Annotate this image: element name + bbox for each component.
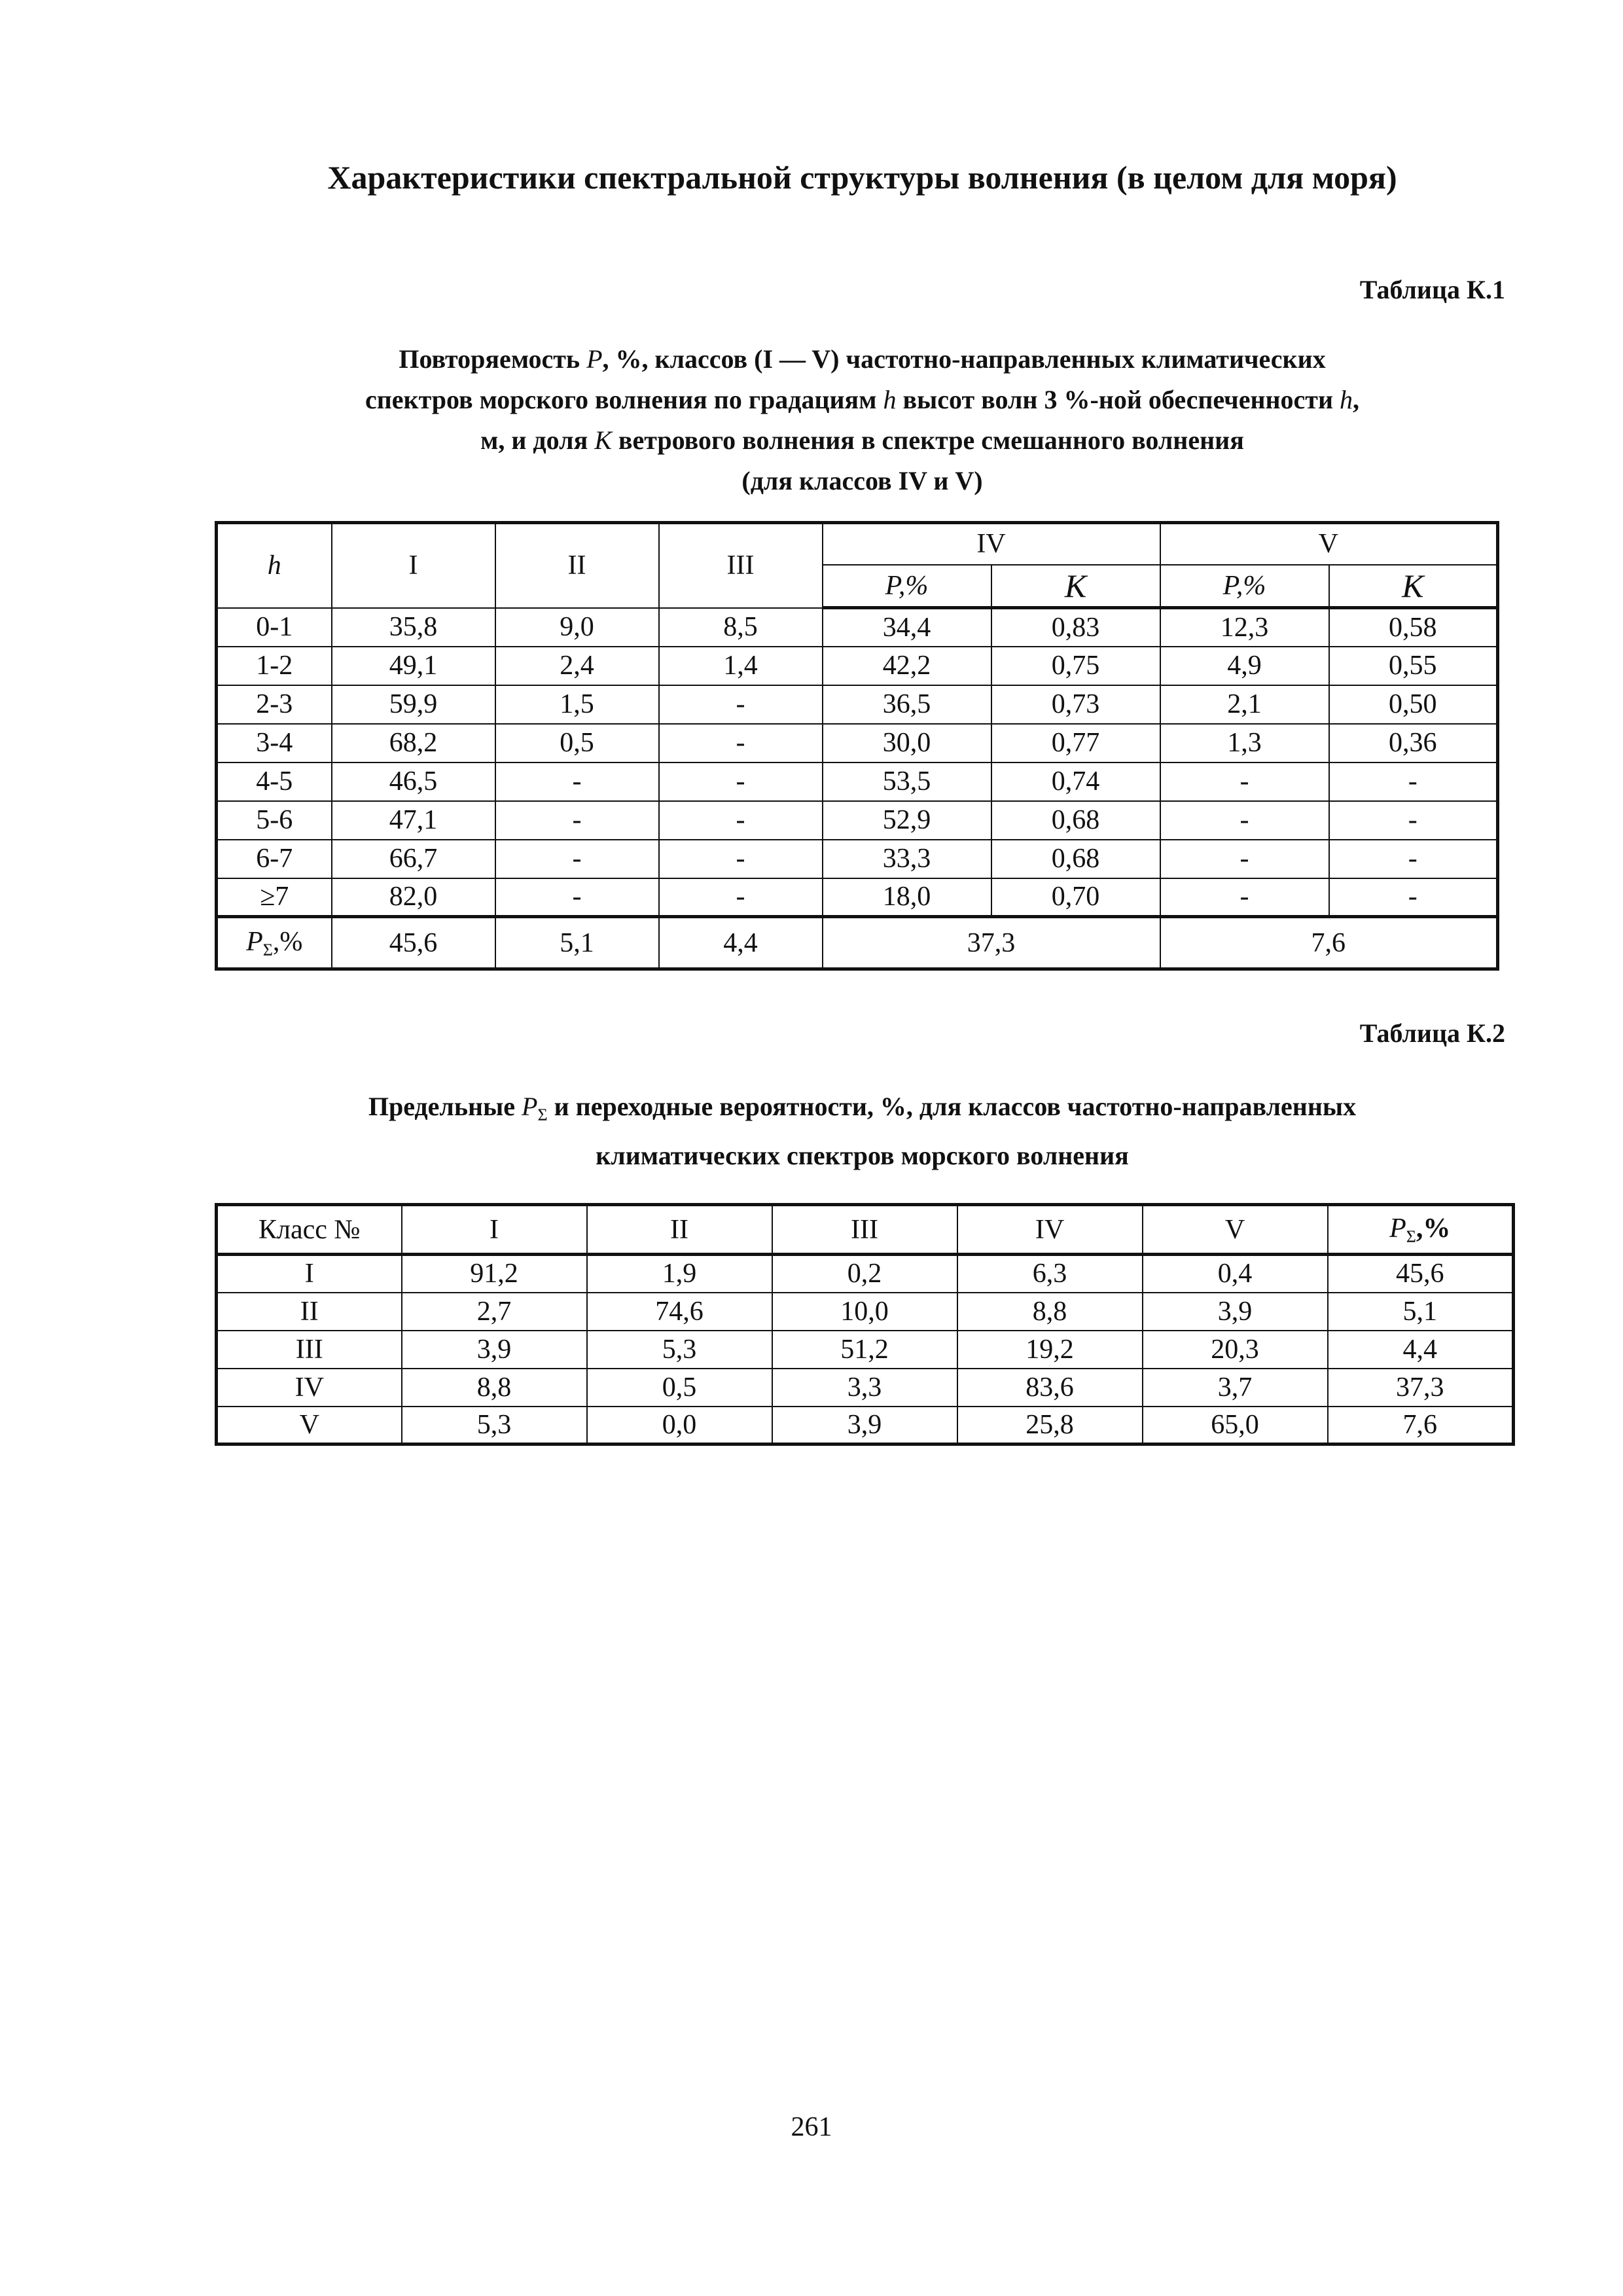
cell-i: 59,9 (332, 685, 495, 724)
cell-c2: 74,6 (587, 1293, 772, 1331)
symbol-h: h (1340, 385, 1353, 414)
cell-ii: - (495, 840, 659, 878)
cell-iv-k: 0,73 (991, 685, 1160, 724)
cell-cls: V (217, 1407, 402, 1444)
cell-i: 46,5 (332, 762, 495, 801)
cell-iii: 8,5 (659, 608, 823, 647)
cell-cls: I (217, 1255, 402, 1293)
cell-iii: - (659, 801, 823, 840)
header-class-ii: II (495, 523, 659, 608)
cell-h: 1-2 (217, 647, 332, 685)
cell-p: 5,1 (1328, 1293, 1514, 1331)
table-row (217, 762, 1498, 801)
caption-text: ветрового волнения в спектре смешанного волнения (618, 425, 1244, 455)
cell-v-k: - (1329, 801, 1498, 840)
cell-iii: 1,4 (659, 647, 823, 685)
cell-p: 7,6 (1328, 1407, 1514, 1444)
symbol-p: P (522, 1092, 538, 1121)
table-row (217, 1369, 1514, 1407)
header-row-1 (217, 523, 1498, 565)
cell-ii: - (495, 801, 659, 840)
cell-c2: 0,0 (587, 1407, 772, 1444)
table-k1-id: Таблица К.1 (1359, 275, 1505, 304)
cell-iv-k: 0,77 (991, 724, 1160, 762)
header-v-p: P,% (1160, 565, 1329, 608)
cell-iv-p: 53,5 (823, 762, 991, 801)
cell-c3: 3,3 (772, 1369, 957, 1407)
cell-cls: III (217, 1331, 402, 1369)
cell-c5: 3,9 (1143, 1293, 1328, 1331)
cell-c5: 20,3 (1143, 1331, 1328, 1369)
cell-c1: 5,3 (402, 1407, 587, 1444)
table-row (217, 1331, 1514, 1369)
cell-c5: 3,7 (1143, 1369, 1328, 1407)
cell-v-p: - (1160, 762, 1329, 801)
table-k1 (215, 521, 1499, 971)
caption-line-4: (для классов IV и V) (741, 466, 983, 495)
header-class-iv: IV (823, 523, 1160, 565)
sum-v: 7,6 (1160, 917, 1498, 969)
cell-ii: 2,4 (495, 647, 659, 685)
cell-iv-k: 0,68 (991, 801, 1160, 840)
cell-c5: 65,0 (1143, 1407, 1328, 1444)
cell-ii: 9,0 (495, 608, 659, 647)
cell-iv-k: 0,70 (991, 878, 1160, 917)
cell-i: 49,1 (332, 647, 495, 685)
table-row (217, 801, 1498, 840)
table-row (217, 685, 1498, 724)
cell-c4: 19,2 (957, 1331, 1143, 1369)
cell-v-k: 0,36 (1329, 724, 1498, 762)
cell-v-p: 1,3 (1160, 724, 1329, 762)
header-h: h (217, 523, 332, 608)
sum-i: 45,6 (332, 917, 495, 969)
page-number: 261 (791, 2112, 832, 2142)
sum-unit: ,% (1416, 1213, 1451, 1244)
cell-v-k: 0,55 (1329, 647, 1498, 685)
header-class-ii: II (587, 1205, 772, 1255)
cell-v-p: - (1160, 840, 1329, 878)
header-v-k: K (1329, 565, 1498, 608)
table-row (217, 1407, 1514, 1444)
cell-v-p: - (1160, 801, 1329, 840)
caption-line-2: климатических спектров морского волнения (596, 1141, 1129, 1170)
header-row (217, 1205, 1514, 1255)
header-class-no: Класс № (217, 1205, 402, 1255)
cell-h: ≥7 (217, 878, 332, 917)
table-row (217, 647, 1498, 685)
cell-v-p: 12,3 (1160, 608, 1329, 647)
caption-line-3 (216, 420, 1508, 461)
cell-p: 37,3 (1328, 1369, 1514, 1407)
cell-v-p: 2,1 (1160, 685, 1329, 724)
symbol-p: P (586, 344, 603, 374)
sum-iii: 4,4 (659, 917, 823, 969)
cell-iii: - (659, 685, 823, 724)
header-p-sum (1328, 1205, 1514, 1255)
cell-iv-p: 18,0 (823, 878, 991, 917)
cell-cls: II (217, 1293, 402, 1331)
header-iv-k: K (991, 565, 1160, 608)
sum-iv: 37,3 (823, 917, 1160, 969)
cell-ii: 0,5 (495, 724, 659, 762)
caption-line-1 (216, 339, 1508, 380)
cell-c5: 0,4 (1143, 1255, 1328, 1293)
cell-iv-k: 0,75 (991, 647, 1160, 685)
caption-text: , (1353, 385, 1359, 414)
caption-line-2 (216, 380, 1508, 420)
cell-h: 5-6 (217, 801, 332, 840)
caption-text: высот волн 3 %-ной обеспеченности (902, 385, 1333, 414)
caption-line-1 (216, 1086, 1508, 1136)
cell-h: 2-3 (217, 685, 332, 724)
page-title: Характеристики спектральной структуры волнения (в целом для моря) (327, 159, 1397, 196)
sum-symbol: P (1389, 1213, 1406, 1244)
table-row (217, 840, 1498, 878)
sum-ii: 5,1 (495, 917, 659, 969)
header-class-i: I (402, 1205, 587, 1255)
cell-h: 0-1 (217, 608, 332, 647)
sum-unit: ,% (272, 926, 303, 957)
header-iv-p: P,% (823, 565, 991, 608)
cell-c1: 2,7 (402, 1293, 587, 1331)
cell-iv-k: 0,74 (991, 762, 1160, 801)
cell-iii: - (659, 878, 823, 917)
header-class-iv: IV (957, 1205, 1143, 1255)
sum-subscript: Σ (1406, 1227, 1416, 1246)
cell-v-k: - (1329, 840, 1498, 878)
cell-v-k: 0,50 (1329, 685, 1498, 724)
cell-h: 3-4 (217, 724, 332, 762)
cell-v-p: - (1160, 878, 1329, 917)
sum-label (217, 917, 332, 969)
cell-iv-p: 33,3 (823, 840, 991, 878)
cell-i: 47,1 (332, 801, 495, 840)
header-class-iii: III (659, 523, 823, 608)
cell-i: 35,8 (332, 608, 495, 647)
symbol-sigma: Σ (537, 1105, 548, 1124)
cell-ii: 1,5 (495, 685, 659, 724)
cell-iii: - (659, 724, 823, 762)
cell-iv-p: 34,4 (823, 608, 991, 647)
caption-text: , %, классов (I — V) частотно-направленных климатических (602, 344, 1326, 374)
cell-ii: - (495, 878, 659, 917)
cell-h: 4-5 (217, 762, 332, 801)
cell-iv-k: 0,83 (991, 608, 1160, 647)
cell-c2: 0,5 (587, 1369, 772, 1407)
cell-c4: 83,6 (957, 1369, 1143, 1407)
cell-c3: 0,2 (772, 1255, 957, 1293)
cell-i: 82,0 (332, 878, 495, 917)
cell-v-k: - (1329, 762, 1498, 801)
cell-iv-p: 36,5 (823, 685, 991, 724)
sum-subscript: Σ (262, 940, 273, 960)
caption-text: спектров морского волнения по градациям (365, 385, 877, 414)
cell-cls: IV (217, 1369, 402, 1407)
header-class-i: I (332, 523, 495, 608)
cell-c3: 10,0 (772, 1293, 957, 1331)
cell-c3: 51,2 (772, 1331, 957, 1369)
cell-i: 66,7 (332, 840, 495, 878)
cell-iv-p: 42,2 (823, 647, 991, 685)
cell-c2: 1,9 (587, 1255, 772, 1293)
cell-c4: 8,8 (957, 1293, 1143, 1331)
caption-text: м, и доля (480, 425, 588, 455)
cell-v-k: 0,58 (1329, 608, 1498, 647)
cell-c3: 3,9 (772, 1407, 957, 1444)
sum-symbol: P (246, 926, 263, 957)
cell-c1: 3,9 (402, 1331, 587, 1369)
cell-h: 6-7 (217, 840, 332, 878)
cell-c1: 91,2 (402, 1255, 587, 1293)
header-class-v: V (1160, 523, 1498, 565)
cell-iii: - (659, 840, 823, 878)
cell-p: 45,6 (1328, 1255, 1514, 1293)
cell-p: 4,4 (1328, 1331, 1514, 1369)
table-k2-caption (216, 1086, 1508, 1176)
table-k2 (215, 1203, 1515, 1446)
cell-c4: 25,8 (957, 1407, 1143, 1444)
cell-v-k: - (1329, 878, 1498, 917)
table-row (217, 1255, 1514, 1293)
table-k2-id: Таблица К.2 (1359, 1018, 1505, 1048)
sum-row (217, 917, 1498, 969)
symbol-h: h (883, 385, 897, 414)
cell-c2: 5,3 (587, 1331, 772, 1369)
symbol-k: K (594, 425, 612, 455)
cell-v-p: 4,9 (1160, 647, 1329, 685)
caption-text: и переходные вероятности, %, для классов частотно-направленных (554, 1092, 1357, 1121)
header-class-iii: III (772, 1205, 957, 1255)
cell-iii: - (659, 762, 823, 801)
cell-c1: 8,8 (402, 1369, 587, 1407)
cell-ii: - (495, 762, 659, 801)
table-row (217, 608, 1498, 647)
cell-iv-p: 30,0 (823, 724, 991, 762)
table-row (217, 724, 1498, 762)
caption-text: Повторяемость (399, 344, 580, 374)
cell-i: 68,2 (332, 724, 495, 762)
table-k1-caption (216, 339, 1508, 501)
cell-c4: 6,3 (957, 1255, 1143, 1293)
caption-text: Предельные (368, 1092, 516, 1121)
cell-iv-k: 0,68 (991, 840, 1160, 878)
cell-iv-p: 52,9 (823, 801, 991, 840)
table-row (217, 1293, 1514, 1331)
table-row (217, 878, 1498, 917)
header-class-v: V (1143, 1205, 1328, 1255)
